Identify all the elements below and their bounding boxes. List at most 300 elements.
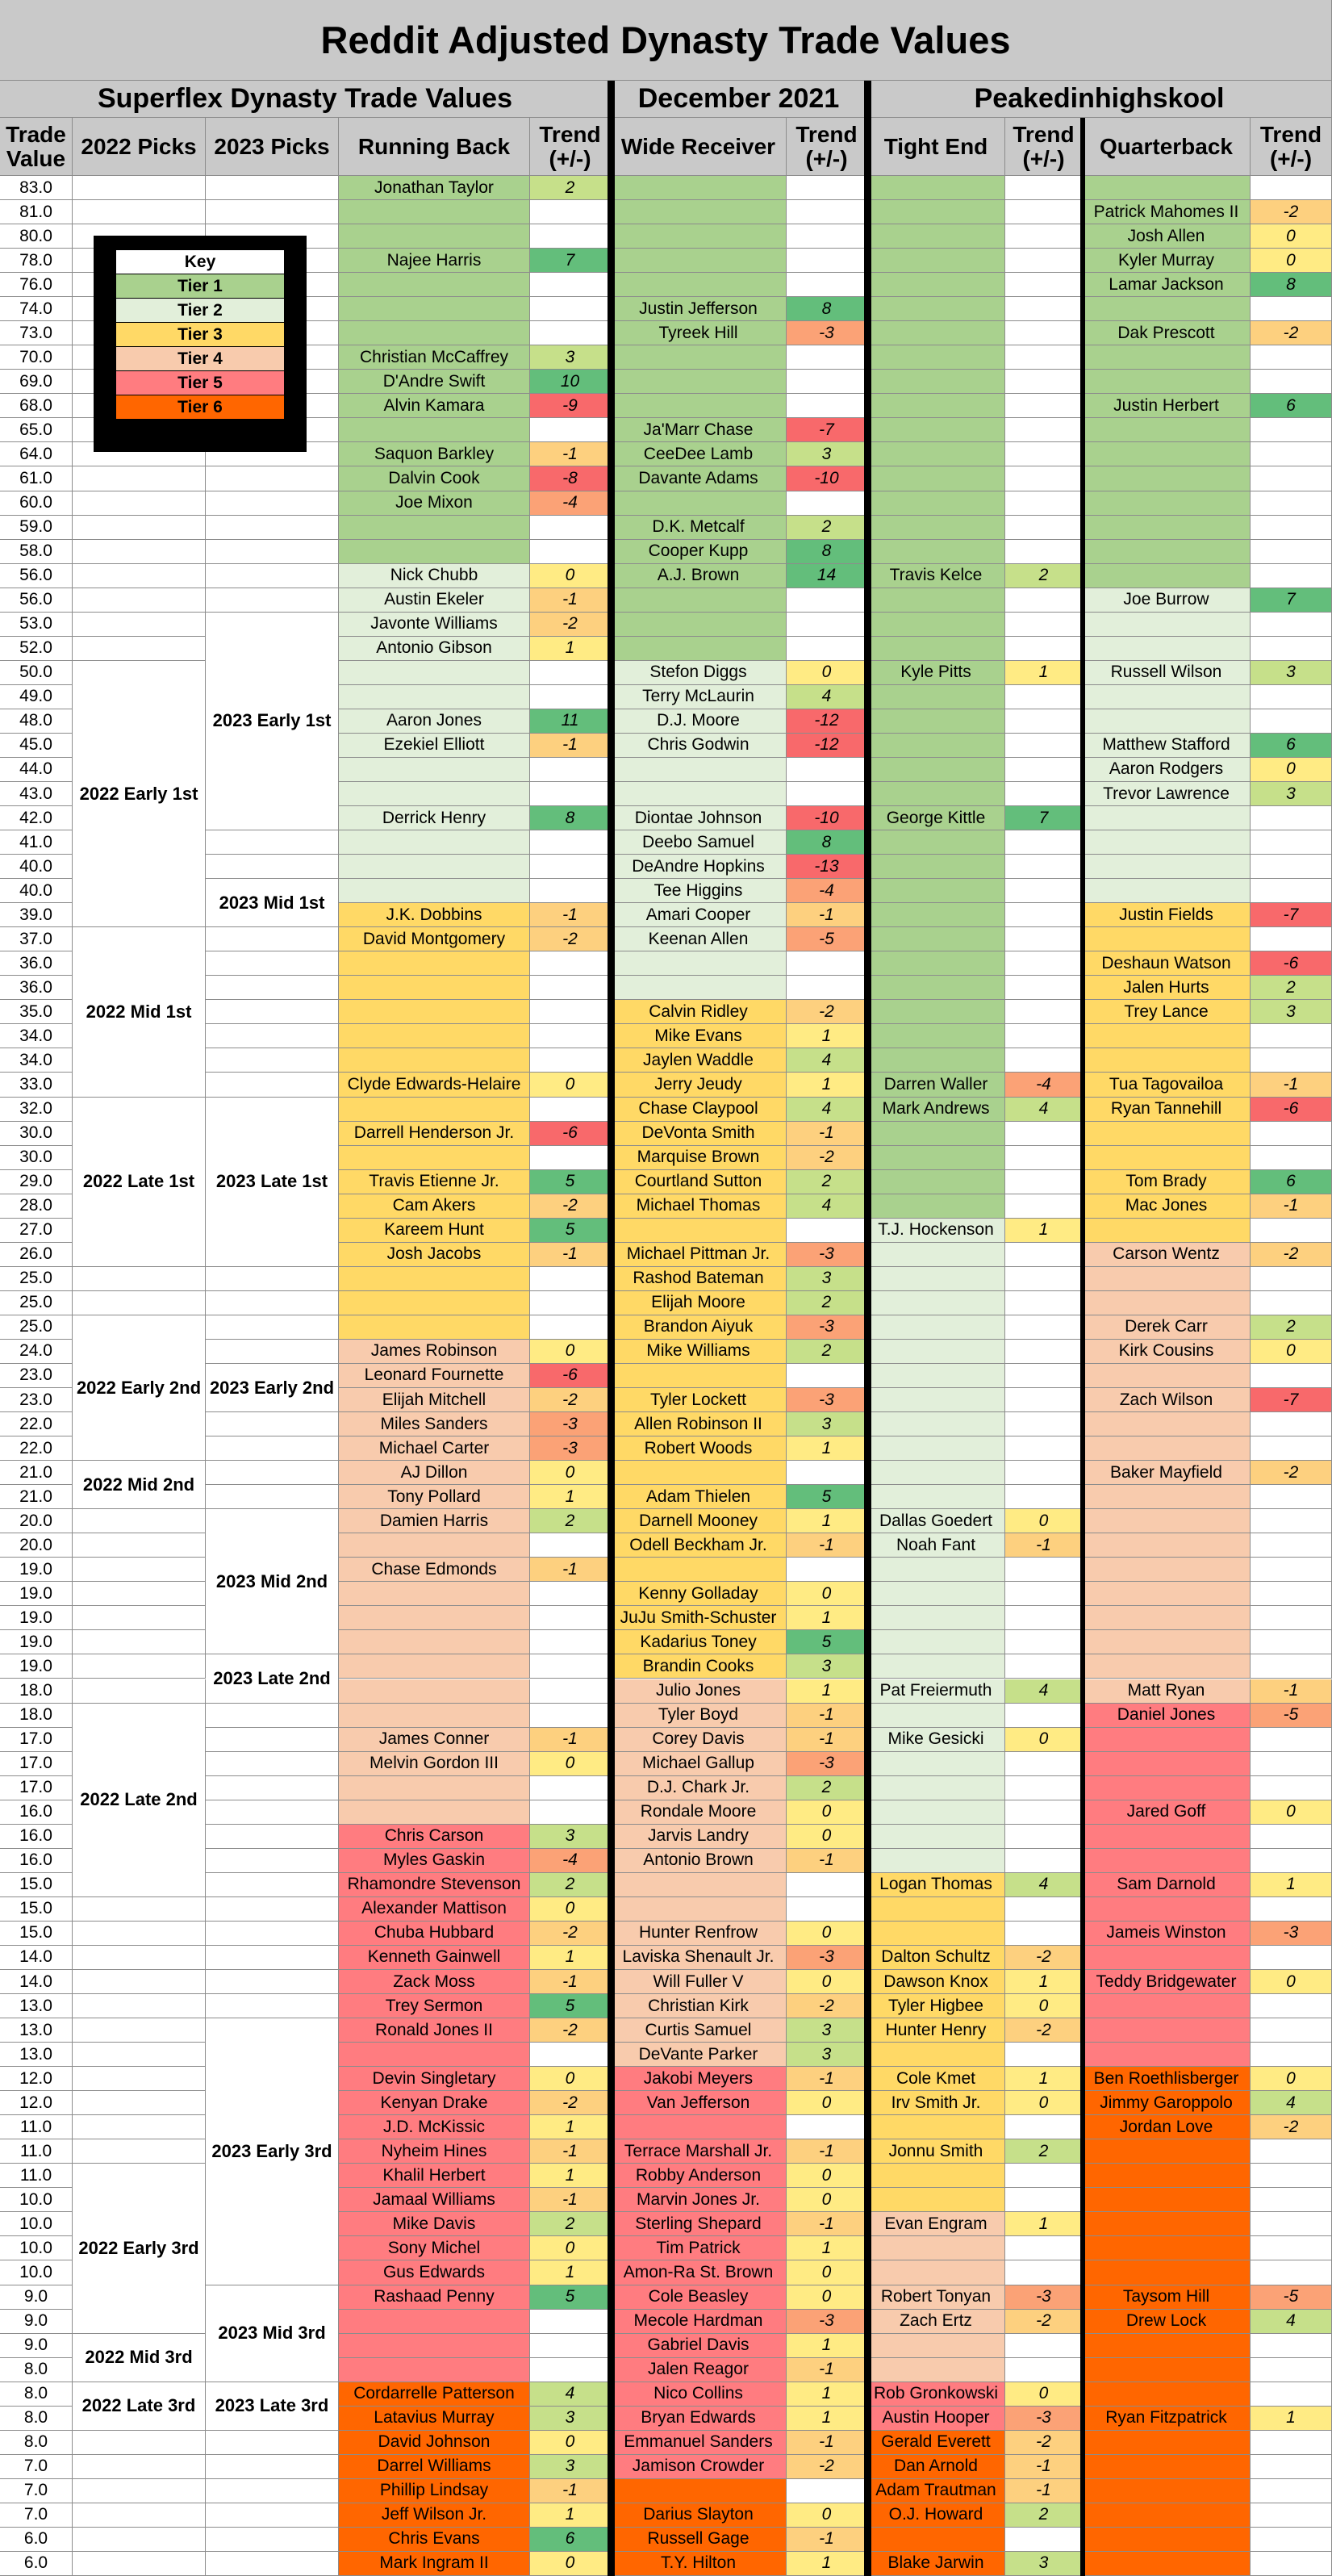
trade-value: 22.0: [0, 1436, 73, 1461]
rb-trend: 1: [530, 637, 611, 661]
qb-trend: [1251, 1533, 1332, 1558]
wr-player: Brandin Cooks: [611, 1654, 787, 1679]
te-trend: [1005, 1752, 1083, 1776]
trade-value: 32.0: [0, 1098, 73, 1122]
rb-player: [339, 297, 530, 321]
col-header-quarterback: Quarterback: [1083, 118, 1251, 176]
key-item-tier-6: Tier 6: [116, 395, 284, 420]
pick-empty: [73, 466, 206, 491]
trade-value: 30.0: [0, 1122, 73, 1146]
rb-player: [339, 1291, 530, 1315]
pick-tier-2022: 2022 Early 3rd: [73, 2164, 206, 2333]
te-trend: [1005, 855, 1083, 879]
rb-trend: [530, 1024, 611, 1048]
qb-player: [1083, 1752, 1251, 1776]
wr-trend: 0: [787, 2285, 867, 2310]
wr-player: Nico Collins: [611, 2382, 787, 2407]
wr-player: [611, 1897, 787, 1922]
wr-trend: 8: [787, 830, 867, 855]
wr-player: [611, 1219, 787, 1243]
te-trend: [1005, 1122, 1083, 1146]
te-trend: [1005, 1412, 1083, 1436]
te-trend: 1: [1005, 661, 1083, 685]
te-player: [867, 1558, 1005, 1582]
trade-value: 9.0: [0, 2310, 73, 2334]
qb-trend: 0: [1251, 2067, 1332, 2091]
rb-trend: 1: [530, 2503, 611, 2528]
te-trend: [1005, 491, 1083, 516]
te-player: [867, 1000, 1005, 1024]
pick-empty: [206, 1946, 339, 1970]
wr-trend: -3: [787, 321, 867, 345]
te-trend: -2: [1005, 2310, 1083, 2334]
trade-value: 44.0: [0, 758, 73, 782]
te-player: [867, 613, 1005, 637]
rb-trend: [530, 1267, 611, 1291]
pick-empty: [73, 2528, 206, 2552]
rb-trend: -2: [530, 1194, 611, 1219]
pick-empty: [206, 466, 339, 491]
qb-trend: [1251, 1364, 1332, 1388]
rb-player: Nick Chubb: [339, 564, 530, 588]
wr-trend: [787, 613, 867, 637]
te-trend: [1005, 1315, 1083, 1340]
rb-trend: 11: [530, 709, 611, 734]
trade-value: 26.0: [0, 1243, 73, 1267]
qb-player: [1083, 1897, 1251, 1922]
wr-player: Emmanuel Sanders: [611, 2431, 787, 2455]
trade-value: 80.0: [0, 224, 73, 249]
pick-empty: [206, 588, 339, 613]
qb-player: [1083, 1364, 1251, 1388]
col-header-2023-picks: 2023 Picks: [206, 118, 339, 176]
trade-value: 65.0: [0, 418, 73, 442]
wr-trend: -2: [787, 1000, 867, 1024]
key-item-tier-3: Tier 3: [116, 323, 284, 347]
wr-player: [611, 176, 787, 200]
te-player: [867, 782, 1005, 806]
wr-trend: -1: [787, 2358, 867, 2382]
rb-trend: [530, 1582, 611, 1606]
te-trend: 0: [1005, 1728, 1083, 1752]
te-player: [867, 1024, 1005, 1048]
qb-player: [1083, 1291, 1251, 1315]
qb-player: Matt Ryan: [1083, 1679, 1251, 1704]
rb-player: Trey Sermon: [339, 1994, 530, 2018]
qb-player: Carson Wentz: [1083, 1243, 1251, 1267]
wr-player: Jamison Crowder: [611, 2455, 787, 2479]
te-trend: [1005, 951, 1083, 976]
te-player: [867, 1291, 1005, 1315]
qb-player: Dak Prescott: [1083, 321, 1251, 345]
rb-trend: 5: [530, 1994, 611, 2018]
rb-trend: [530, 297, 611, 321]
qb-trend: [1251, 2503, 1332, 2528]
rb-player: Michael Carter: [339, 1436, 530, 1461]
qb-player: Jameis Winston: [1083, 1922, 1251, 1946]
qb-player: [1083, 540, 1251, 564]
pick-empty: [206, 2455, 339, 2479]
qb-trend: [1251, 1485, 1332, 1509]
pick-empty: [73, 564, 206, 588]
rb-player: [339, 1800, 530, 1825]
te-player: Dan Arnold: [867, 2455, 1005, 2479]
pick-empty: [73, 1630, 206, 1654]
qb-trend: [1251, 466, 1332, 491]
qb-trend: [1251, 1436, 1332, 1461]
wr-player: Van Jefferson: [611, 2091, 787, 2115]
wr-trend: [787, 1897, 867, 1922]
qb-trend: [1251, 1849, 1332, 1873]
wr-player: Marvin Jones Jr.: [611, 2188, 787, 2212]
te-player: [867, 2164, 1005, 2188]
wr-trend: [787, 782, 867, 806]
rb-player: [339, 1606, 530, 1630]
pick-empty: [206, 1800, 339, 1825]
te-player: T.J. Hockenson: [867, 1219, 1005, 1243]
rb-trend: 0: [530, 2552, 611, 2576]
rb-player: Nyheim Hines: [339, 2139, 530, 2164]
pick-empty: [206, 2479, 339, 2503]
rb-player: Tony Pollard: [339, 1485, 530, 1509]
rb-player: Jeff Wilson Jr.: [339, 2503, 530, 2528]
qb-player: [1083, 2455, 1251, 2479]
trade-value: 20.0: [0, 1533, 73, 1558]
qb-trend: [1251, 1267, 1332, 1291]
rb-trend: 1: [530, 2115, 611, 2139]
qb-player: [1083, 2236, 1251, 2260]
qb-trend: 2: [1251, 976, 1332, 1000]
rb-player: [339, 273, 530, 297]
pick-empty: [73, 2067, 206, 2091]
rb-trend: -1: [530, 1970, 611, 1994]
rb-trend: -6: [530, 1122, 611, 1146]
qb-player: [1083, 709, 1251, 734]
te-trend: [1005, 734, 1083, 758]
wr-player: Gabriel Davis: [611, 2334, 787, 2358]
qb-player: [1083, 418, 1251, 442]
qb-player: Deshaun Watson: [1083, 951, 1251, 976]
rb-trend: [530, 782, 611, 806]
rb-trend: 5: [530, 2285, 611, 2310]
rb-trend: -2: [530, 927, 611, 951]
wr-trend: -3: [787, 2310, 867, 2334]
wr-trend: -3: [787, 1946, 867, 1970]
pick-empty: [73, 2431, 206, 2455]
qb-player: Jimmy Garoppolo: [1083, 2091, 1251, 2115]
qb-trend: [1251, 1728, 1332, 1752]
rb-trend: 0: [530, 1073, 611, 1097]
rb-player: [339, 1776, 530, 1800]
te-trend: [1005, 1170, 1083, 1194]
rb-player: Christian McCaffrey: [339, 345, 530, 370]
trade-value: 21.0: [0, 1485, 73, 1509]
rb-player: [339, 685, 530, 709]
rb-trend: -1: [530, 2139, 611, 2164]
trade-value: 64.0: [0, 442, 73, 466]
te-trend: [1005, 200, 1083, 224]
qb-trend: 1: [1251, 2407, 1332, 2431]
wr-trend: -2: [787, 2455, 867, 2479]
qb-trend: -6: [1251, 1098, 1332, 1122]
wr-trend: [787, 200, 867, 224]
pick-empty: [206, 1849, 339, 1873]
qb-trend: [1251, 1122, 1332, 1146]
pick-empty: [73, 2552, 206, 2576]
wr-trend: 5: [787, 1630, 867, 1654]
wr-player: [611, 976, 787, 1000]
te-player: Jonnu Smith: [867, 2139, 1005, 2164]
te-trend: [1005, 2043, 1083, 2067]
te-trend: [1005, 2188, 1083, 2212]
rb-trend: [530, 273, 611, 297]
wr-player: Jerry Jeudy: [611, 1073, 787, 1097]
wr-player: Justin Jefferson: [611, 297, 787, 321]
qb-player: [1083, 2043, 1251, 2067]
trade-value: 6.0: [0, 2552, 73, 2576]
te-trend: [1005, 1194, 1083, 1219]
qb-player: Tua Tagovailoa: [1083, 1073, 1251, 1097]
pick-empty: [206, 1315, 339, 1340]
wr-trend: -1: [787, 1533, 867, 1558]
pick-empty: [73, 1897, 206, 1922]
te-player: [867, 927, 1005, 951]
wr-trend: 0: [787, 2091, 867, 2115]
pick-tier-2022: 2022 Mid 2nd: [73, 1461, 206, 1509]
col-header-tight-end: Tight End: [867, 118, 1005, 176]
trade-value: 9.0: [0, 2334, 73, 2358]
wr-trend: 4: [787, 685, 867, 709]
rb-trend: 0: [530, 564, 611, 588]
rb-player: Dalvin Cook: [339, 466, 530, 491]
te-trend: 3: [1005, 2552, 1083, 2576]
te-player: Adam Trautman: [867, 2479, 1005, 2503]
qb-trend: 0: [1251, 249, 1332, 273]
rb-player: Leonard Fournette: [339, 1364, 530, 1388]
qb-player: [1083, 1849, 1251, 1873]
te-player: [867, 2260, 1005, 2285]
pick-tier-2023: 2023 Late 2nd: [206, 1654, 339, 1703]
rb-player: David Montgomery: [339, 927, 530, 951]
qb-trend: 0: [1251, 1340, 1332, 1364]
te-player: [867, 1654, 1005, 1679]
te-player: [867, 200, 1005, 224]
pick-tier-2022: 2022 Early 1st: [73, 661, 206, 927]
qb-trend: [1251, 564, 1332, 588]
te-player: Blake Jarwin: [867, 2552, 1005, 2576]
qb-trend: [1251, 830, 1332, 855]
te-player: [867, 1194, 1005, 1219]
rb-trend: [530, 830, 611, 855]
rb-player: Antonio Gibson: [339, 637, 530, 661]
rb-player: [339, 200, 530, 224]
rb-player: Jamaal Williams: [339, 2188, 530, 2212]
trade-value: 73.0: [0, 321, 73, 345]
wr-trend: [787, 976, 867, 1000]
trade-value: 43.0: [0, 782, 73, 806]
te-player: [867, 1267, 1005, 1291]
wr-player: [611, 370, 787, 394]
wr-player: Sterling Shepard: [611, 2212, 787, 2236]
qb-trend: [1251, 2455, 1332, 2479]
rb-trend: [530, 516, 611, 540]
wr-trend: [787, 249, 867, 273]
pick-empty: [206, 2503, 339, 2528]
te-player: [867, 1461, 1005, 1485]
te-player: [867, 1776, 1005, 1800]
te-player: [867, 1243, 1005, 1267]
te-player: Dalton Schultz: [867, 1946, 1005, 1970]
wr-player: Laviska Shenault Jr.: [611, 1946, 787, 1970]
pick-empty: [73, 516, 206, 540]
te-player: Gerald Everett: [867, 2431, 1005, 2455]
te-trend: [1005, 2115, 1083, 2139]
wr-trend: 2: [787, 1340, 867, 1364]
qb-player: [1083, 2164, 1251, 2188]
wr-player: Jaylen Waddle: [611, 1048, 787, 1073]
wr-trend: -3: [787, 1388, 867, 1412]
rb-player: Chuba Hubbard: [339, 1922, 530, 1946]
wr-trend: -3: [787, 1243, 867, 1267]
qb-trend: [1251, 2188, 1332, 2212]
te-player: [867, 2528, 1005, 2552]
rb-trend: 3: [530, 2455, 611, 2479]
wr-trend: 1: [787, 2334, 867, 2358]
te-trend: [1005, 1849, 1083, 1873]
rb-player: Josh Jacobs: [339, 1243, 530, 1267]
rb-trend: [530, 418, 611, 442]
rb-player: [339, 516, 530, 540]
pick-tier-2023: 2023 Mid 3rd: [206, 2285, 339, 2382]
pick-empty: [206, 1340, 339, 1364]
te-trend: [1005, 1825, 1083, 1849]
wr-player: Darius Slayton: [611, 2503, 787, 2528]
column-separator: [864, 81, 871, 2576]
qb-player: [1083, 297, 1251, 321]
pick-empty: [73, 2479, 206, 2503]
wr-trend: -1: [787, 903, 867, 927]
te-trend: [1005, 879, 1083, 903]
rb-player: [339, 830, 530, 855]
qb-trend: [1251, 2043, 1332, 2067]
te-trend: -3: [1005, 2285, 1083, 2310]
qb-trend: [1251, 879, 1332, 903]
rb-player: Darrell Henderson Jr.: [339, 1122, 530, 1146]
wr-trend: 3: [787, 2043, 867, 2067]
te-player: [867, 466, 1005, 491]
pick-empty: [206, 1970, 339, 1994]
rb-player: [339, 2358, 530, 2382]
wr-player: Corey Davis: [611, 1728, 787, 1752]
te-player: [867, 685, 1005, 709]
wr-player: Mecole Hardman: [611, 2310, 787, 2334]
rb-player: [339, 1146, 530, 1170]
qb-trend: [1251, 1291, 1332, 1315]
te-trend: [1005, 224, 1083, 249]
qb-trend: [1251, 345, 1332, 370]
rb-player: Darrel Williams: [339, 2455, 530, 2479]
wr-player: Ja'Marr Chase: [611, 418, 787, 442]
te-trend: 4: [1005, 1679, 1083, 1704]
wr-trend: 0: [787, 1825, 867, 1849]
qb-trend: -2: [1251, 321, 1332, 345]
te-trend: -4: [1005, 1073, 1083, 1097]
trade-value: 33.0: [0, 1073, 73, 1097]
wr-player: Rashod Bateman: [611, 1267, 787, 1291]
te-player: [867, 540, 1005, 564]
pick-tier-2022: 2022 Mid 1st: [73, 927, 206, 1097]
qb-trend: [1251, 516, 1332, 540]
rb-trend: [530, 1146, 611, 1170]
rb-trend: [530, 1533, 611, 1558]
te-player: [867, 1752, 1005, 1776]
wr-trend: [787, 1219, 867, 1243]
qb-player: [1083, 516, 1251, 540]
wr-trend: 1: [787, 2407, 867, 2431]
te-player: [867, 1122, 1005, 1146]
wr-player: Tyreek Hill: [611, 321, 787, 345]
rb-trend: 1: [530, 2260, 611, 2285]
trade-value: 14.0: [0, 1970, 73, 1994]
wr-trend: 2: [787, 1291, 867, 1315]
key-item-tier-4: Tier 4: [116, 347, 284, 371]
rb-trend: [530, 1606, 611, 1630]
qb-player: [1083, 1654, 1251, 1679]
wr-trend: [787, 273, 867, 297]
rb-trend: [530, 1800, 611, 1825]
wr-player: Marquise Brown: [611, 1146, 787, 1170]
qb-trend: 0: [1251, 758, 1332, 782]
pick-empty: [206, 1436, 339, 1461]
qb-player: Mac Jones: [1083, 1194, 1251, 1219]
wr-player: [611, 394, 787, 418]
qb-player: [1083, 1558, 1251, 1582]
te-player: Tyler Higbee: [867, 1994, 1005, 2018]
wr-player: [611, 637, 787, 661]
trade-value: 58.0: [0, 540, 73, 564]
qb-player: [1083, 2334, 1251, 2358]
te-player: [867, 1485, 1005, 1509]
qb-trend: -7: [1251, 903, 1332, 927]
te-player: Zach Ertz: [867, 2310, 1005, 2334]
rb-trend: [530, 951, 611, 976]
rb-trend: 2: [530, 1873, 611, 1897]
pick-tier-2022: 2022 Late 2nd: [73, 1704, 206, 1897]
qb-player: [1083, 1728, 1251, 1752]
wr-player: Adam Thielen: [611, 1485, 787, 1509]
te-player: [867, 1922, 1005, 1946]
wr-trend: 0: [787, 661, 867, 685]
rb-player: Alvin Kamara: [339, 394, 530, 418]
te-trend: -1: [1005, 2455, 1083, 2479]
rb-trend: 0: [530, 2236, 611, 2260]
te-player: [867, 2334, 1005, 2358]
pick-tier-2023: 2023 Late 1st: [206, 1098, 339, 1267]
rb-player: Miles Sanders: [339, 1412, 530, 1436]
wr-player: [611, 782, 787, 806]
qb-trend: 8: [1251, 273, 1332, 297]
te-trend: 2: [1005, 2139, 1083, 2164]
te-player: Mike Gesicki: [867, 1728, 1005, 1752]
te-trend: [1005, 903, 1083, 927]
wr-trend: -1: [787, 2139, 867, 2164]
trade-value: 45.0: [0, 734, 73, 758]
qb-trend: 0: [1251, 224, 1332, 249]
qb-trend: [1251, 927, 1332, 951]
rb-trend: -2: [530, 1922, 611, 1946]
te-trend: 2: [1005, 564, 1083, 588]
te-trend: [1005, 1800, 1083, 1825]
